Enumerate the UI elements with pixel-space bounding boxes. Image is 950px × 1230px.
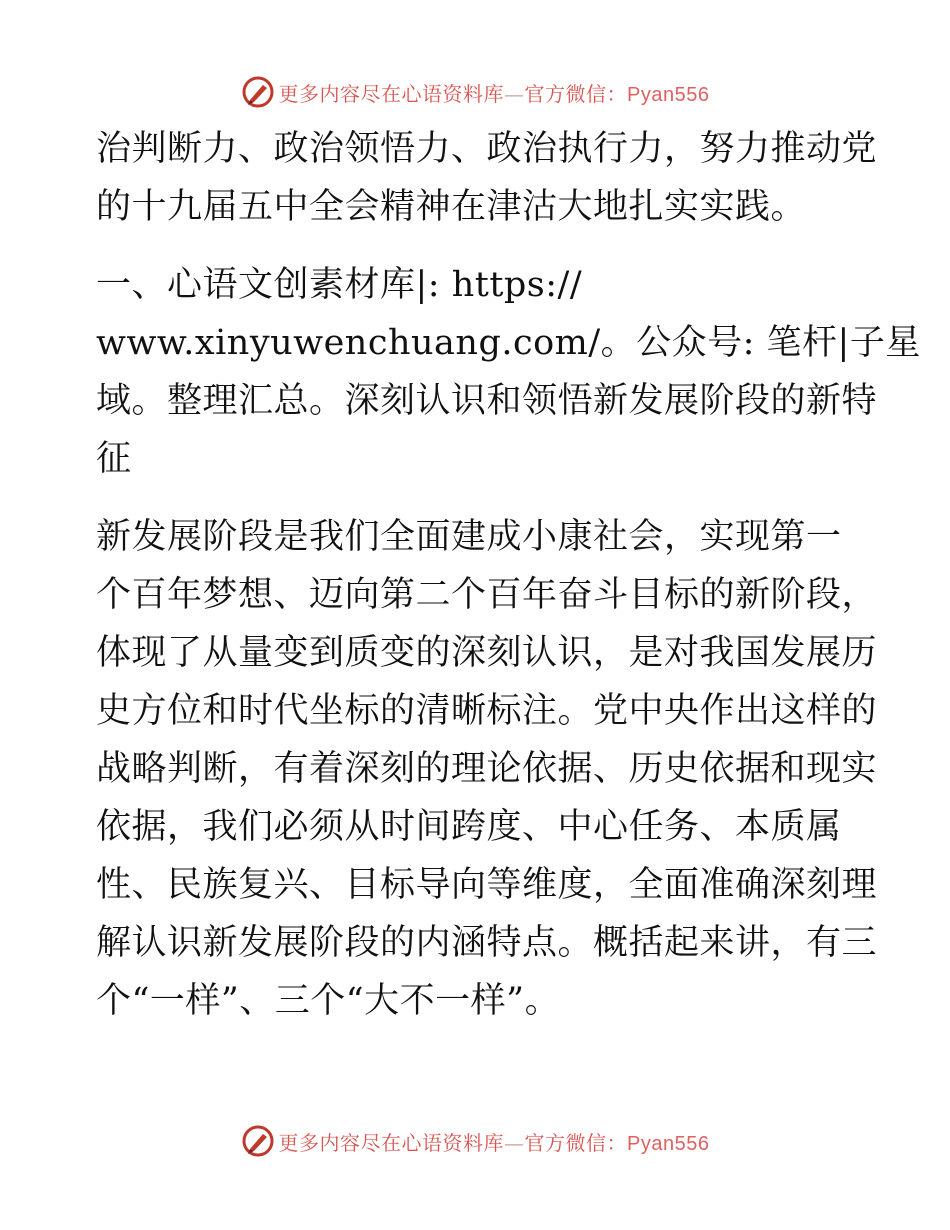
para3-line-6: 依据，我们必须从时间跨度、中心任务、本质属 [96,807,842,847]
wechat-id: Pyan556 [627,1132,710,1155]
para2-line-2: www.xinyuwenchuang.com/。公众号: 笔杆|子星 [96,323,921,363]
header-banner [0,72,950,112]
para3-line-2: 个百年梦想、迈向第二个百年奋斗目标的新阶段， [96,575,878,615]
para2-line-1: 一、心语文创素材库|: https:// [96,265,583,305]
para1-line-1: 治判断力、政治领悟力、政治执行力，努力推动党 [96,129,878,169]
para3-line-3: 体现了从量变到质变的深刻认识，是对我国发展历 [96,633,878,673]
wechat-id: Pyan556 [627,83,710,106]
pen-logo-icon [241,1124,275,1158]
para3-line-9: 个“一样”、三个“大不一样”。 [96,981,561,1021]
para2-line-4: 征 [96,439,132,479]
para1-line-2: 的十九届五中全会精神在津沽大地扎实实践。 [96,187,807,227]
banner-text: 更多内容尽在心语资料库—官方微信：Pyan556 [278,81,710,106]
para3-line-8: 解认识新发展阶段的内涵特点。概括起来讲，有三 [96,923,878,963]
banner-text: 更多内容尽在心语资料库—官方微信：Pyan556 [278,1130,710,1155]
pen-logo-icon [241,75,275,109]
document-body [96,120,921,1030]
para2-line-3: 域。整理汇总。深刻认识和领悟新发展阶段的新特 [96,381,878,421]
para3-line-7: 性、民族复兴、目标导向等维度，全面准确深刻理 [96,865,878,905]
para3-line-4: 史方位和时代坐标的清晰标注。党中央作出这样的 [96,691,878,731]
footer-banner [0,1121,950,1161]
para3-line-5: 战略判断，有着深刻的理论依据、历史依据和现实 [96,749,878,789]
para3-line-1: 新发展阶段是我们全面建成小康社会，实现第一 [96,517,842,557]
